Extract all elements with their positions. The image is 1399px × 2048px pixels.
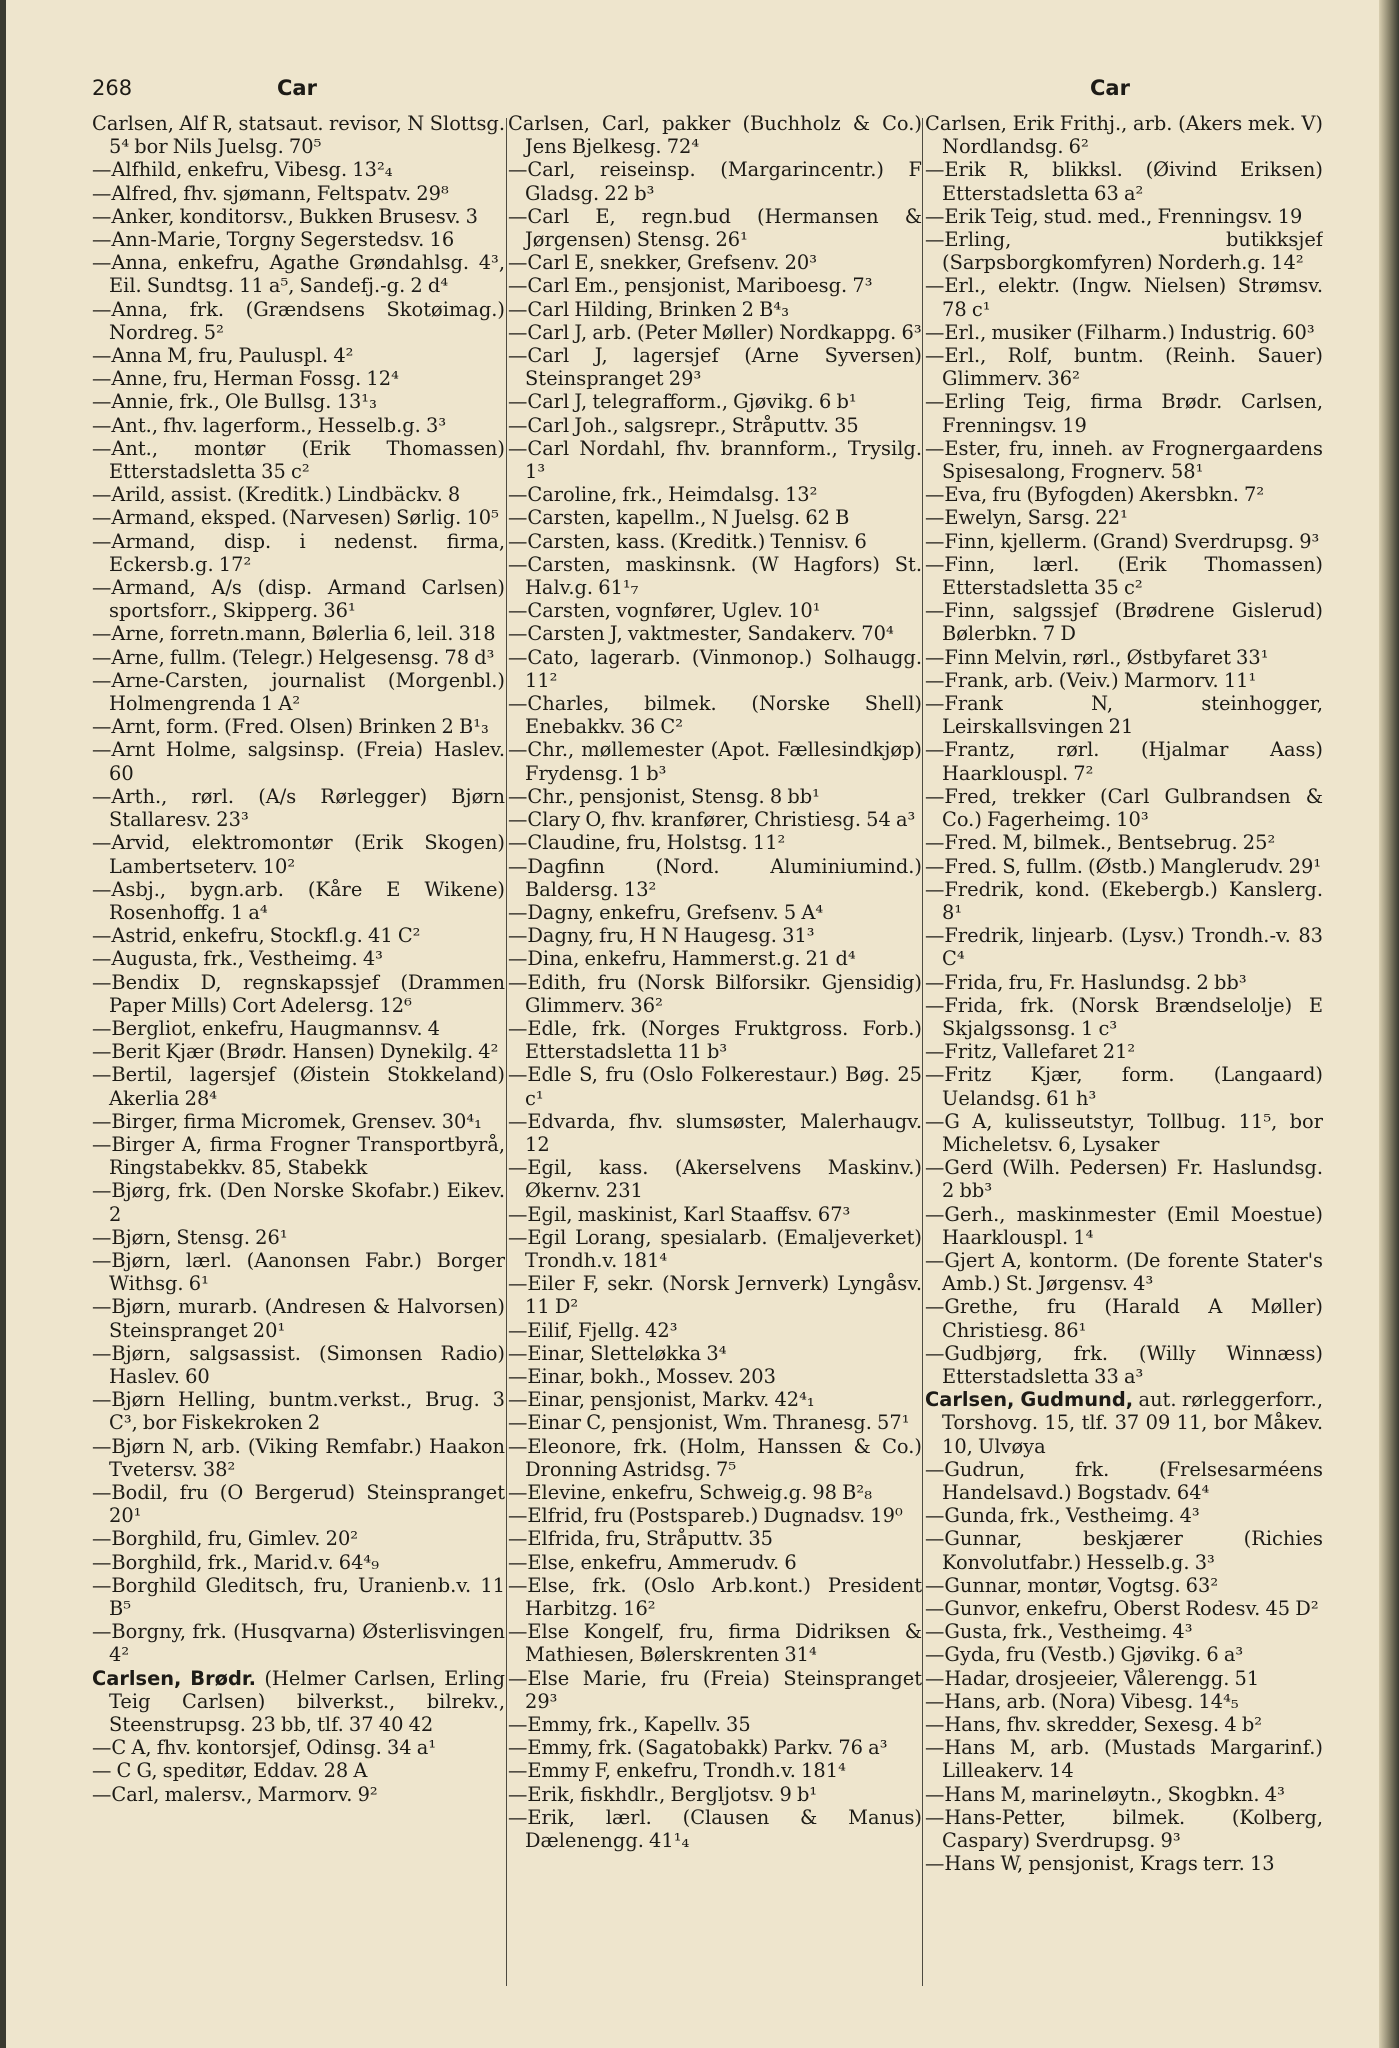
directory-entry: —Gudbjørg, frk. (Willy Winnæss) Etterstadsletta 33 a³ (925, 1341, 1323, 1388)
directory-entry: —Armand, disp. i nedenst. firma, Eckersb.g. 17² (92, 529, 505, 576)
column-divider (922, 118, 923, 1986)
directory-entry: —Anne, fru, Herman Fossg. 12⁴ (92, 367, 399, 391)
directory-entry: —Arne-Carsten, journalist (Morgenbl.) Holmengrenda 1 A² (92, 668, 505, 716)
directory-entry: —Frank, arb. (Veiv.) Marmorv. 11¹ (925, 668, 1257, 692)
directory-entry: —Carl E, regn.bud (Hermansen & Jørgensen) Stensg. 26¹ (508, 204, 922, 252)
directory-entry: —Arth., rørl. (A/s Rørlegger) Bjørn Stallaresv. 23³ (92, 784, 505, 832)
running-head-left: Car (277, 76, 317, 100)
entry-name-bold: Carlsen, Brødr. (92, 1666, 257, 1690)
page-edge-left (0, 0, 6, 2048)
directory-entry: —Alfhild, enkefru, Vibesg. 13²₄ (92, 158, 393, 182)
directory-entry: —Hans, arb. (Nora) Vibesg. 14⁴₅ (925, 1689, 1239, 1713)
directory-entry: —Egil Lorang, spesialarb. (Emaljeverket) Trondh.v. 181⁴ (508, 1225, 922, 1272)
directory-entry: —Chr., pensjonist, Stensg. 8 bb¹ (508, 784, 820, 808)
page-edge-right (1379, 0, 1399, 2048)
directory-entry: Carlsen, Carl, pakker (Buchholz & Co.) Jens Bjelkesg. 72⁴ (508, 112, 922, 159)
directory-entry: —Anker, konditorsv., Bukken Brusesv. 3 (92, 204, 478, 228)
directory-entry: —Carl, reiseinsp. (Margarincentr.) F Gladsg. 22 b³ (508, 158, 922, 205)
directory-entry: —Annie, frk., Ole Bullsg. 13¹₃ (92, 390, 377, 414)
directory-entry: —Einar C, pensjonist, Wm. Thranesg. 57¹ (508, 1411, 910, 1435)
directory-entry: —Carl J, telegrafform., Gjøvikg. 6 b¹ (508, 390, 857, 414)
directory-entry: —Frida, fru, Fr. Haslundsg. 2 bb³ (925, 970, 1247, 994)
directory-entry: —Bertil, lagersjef (Øistein Stokkeland) Akerlia 28⁴ (92, 1063, 505, 1110)
directory-entry: —Gerh., maskinmester (Emil Moestue) Haarklouspl. 1⁴ (925, 1202, 1323, 1249)
directory-entry: —Eilif, Fjellg. 42³ (508, 1318, 678, 1342)
directory-entry: —Armand, A/s (disp. Armand Carlsen) sportsforr., Skipperg. 36¹ (92, 576, 505, 623)
directory-entry: —Frantz, rørl. (Hjalmar Aass) Haarklouspl. 7² (925, 738, 1323, 785)
directory-entry: —Borghild, fru, Gimlev. 20² (92, 1527, 359, 1551)
directory-entry: —Armand, eksped. (Narvesen) Sørlig. 10⁵ (92, 506, 499, 530)
directory-entry: —Fritz, Vallefaret 21² (925, 1040, 1136, 1064)
directory-entry: —Ant., montør (Erik Thomassen) Etterstadsletta 35 c² (92, 436, 505, 484)
directory-entry: —Emmy, frk. (Sagatobakk) Parkv. 76 a³ (508, 1736, 888, 1760)
directory-entry: Carlsen, Erik Frithj., arb. (Akers mek. V) Nordlandsg. 6² (925, 112, 1323, 159)
directory-entry: —Borghild Gleditsch, fru, Uranienb.v. 11 B⁵ (92, 1573, 505, 1620)
directory-entry: —Erik, fiskhdlr., Bergljotsv. 9 b¹ (508, 1782, 818, 1806)
directory-entry: —C A, fhv. kontorsjef, Odinsg. 34 a¹ (92, 1736, 437, 1760)
directory-entry: —Finn, lærl. (Erik Thomassen) Etterstadsletta 35 c² (925, 552, 1323, 600)
directory-entry: —Edle S, fru (Oslo Folkerestaur.) Bøg. 25 c¹ (508, 1063, 922, 1110)
directory-entry: —Carsten, kass. (Kreditk.) Tennisv. 6 (508, 529, 867, 553)
directory-entry: —Carl Nordahl, fhv. brannform., Trysilg. 1³ (508, 436, 922, 484)
directory-entry: —Fredrik, linjearb. (Lysv.) Trondh.-v. 83 C⁴ (925, 924, 1323, 971)
directory-entry: —Erik, lærl. (Clausen & Manus) Dælenengg. 41¹₄ (508, 1805, 922, 1853)
directory-entry: —Gjert A, kontorm. (De forente Stater's Amb.) St. Jørgensv. 4³ (925, 1248, 1323, 1296)
directory-entry: —Arne, forretn.mann, Bølerlia 6, leil. 318 (92, 622, 496, 646)
directory-entry: —Anna, frk. (Grændsens Skotøimag.) Nordreg. 5² (92, 297, 505, 344)
directory-entry: —Else Kongelf, fru, firma Didriksen & Mathiesen, Bølerskrenten 31⁴ (508, 1620, 922, 1667)
directory-entry: —Bjørn, salgsassist. (Simonsen Radio) Haslev. 60 (92, 1341, 505, 1388)
directory-entry: Carlsen, Brødr. (Helmer Carlsen, Erling Teig Carlsen) bilverkst., bilrekv., Steenstrupsg. 23 bb, tlf. 37 40 42 (92, 1666, 505, 1737)
directory-entry: —Hans-Petter, bilmek. (Kolberg, Caspary) Sverdrupsg. 9³ (925, 1805, 1323, 1853)
directory-entry: —Gunvor, enkefru, Oberst Rodesv. 45 D² (925, 1597, 1319, 1620)
directory-entry: —Carl, malersv., Marmorv. 9² (92, 1782, 378, 1806)
directory-entry: —Edle, frk. (Norges Fruktgross. Forb.) Etterstadsletta 11 b³ (508, 1016, 922, 1064)
directory-entry: —Chr., møllemester (Apot. Fællesindkjøp) Frydensg. 1 b³ (508, 738, 922, 785)
directory-entry: —Ann-Marie, Torgny Segerstedsv. 16 (92, 228, 455, 252)
directory-entry: —Augusta, frk., Vestheimg. 4³ (92, 947, 383, 971)
directory-entry: —Finn, kjellerm. (Grand) Sverdrupsg. 9³ (925, 529, 1320, 553)
page-number: 268 (92, 76, 133, 100)
directory-entry: —Bjørn, lærl. (Aanonsen Fabr.) Borger Withsg. 6¹ (92, 1248, 505, 1296)
directory-entry: —Caroline, frk., Heimdalsg. 13² (508, 483, 818, 507)
directory-entry: —Gunnar, montør, Vogtsg. 63² (925, 1573, 1219, 1597)
directory-entry: —Ant., fhv. lagerform., Hesselb.g. 3³ (92, 413, 447, 437)
column-divider (506, 118, 507, 1986)
directory-entry: —Emmy, frk., Kapellv. 35 (508, 1713, 751, 1737)
directory-entry: —Bjørg, frk. (Den Norske Skofabr.) Eikev. 2 (92, 1179, 505, 1226)
directory-entry: —Grethe, fru (Harald A Møller) Christiesg. 86¹ (925, 1295, 1323, 1342)
directory-entry: —Bodil, fru (O Bergerud) Steinspranget 20¹ (92, 1480, 505, 1528)
directory-entry: —Erik Teig, stud. med., Frenningsv. 19 (925, 204, 1303, 228)
directory-entry: —Carsten, kapellm., N Juelsg. 62 B (508, 506, 850, 530)
directory-entry: —Fredrik, kond. (Ekebergb.) Kanslerg. 8¹ (925, 877, 1323, 924)
directory-entry: —Else, enkefru, Ammerudv. 6 (508, 1550, 797, 1574)
page-header (92, 76, 1130, 110)
directory-entry: —Arild, assist. (Kreditk.) Lindbäckv. 8 (92, 483, 461, 507)
directory-entry: —Arvid, elektromontør (Erik Skogen) Lambertseterv. 10² (92, 831, 505, 878)
directory-entry: —Bjørn, murarb. (Andresen & Halvorsen) Steinspranget 20¹ (92, 1295, 505, 1342)
directory-entry: —Fred. S, fullm. (Østb.) Manglerudv. 29¹ (925, 854, 1322, 878)
running-head-right: Car (1090, 76, 1130, 100)
directory-entry: —Eleonore, frk. (Holm, Hanssen & Co.) Dronning Astridsg. 7⁵ (508, 1434, 922, 1481)
directory-entry: —Arne, fullm. (Telegr.) Helgesensg. 78 d³ (92, 645, 495, 669)
directory-entry: —Fred, trekker (Carl Gulbrandsen & Co.) Fagerheimg. 10³ (925, 784, 1323, 832)
directory-entry: —Dagny, enkefru, Grefsenv. 5 A⁴ (508, 900, 824, 924)
directory-entry: — C G, speditør, Eddav. 28 A (92, 1759, 368, 1783)
directory-entry: —Gyda, fru (Vestb.) Gjøvikg. 6 a³ (925, 1643, 1244, 1667)
directory-entry: —Charles, bilmek. (Norske Shell) Enebakkv. 36 C² (508, 692, 922, 739)
directory-entry: —Clary O, fhv. kranfører, Christiesg. 54 a³ (508, 808, 916, 832)
directory-entry: —Hans, fhv. skredder, Sexesg. 4 b² (925, 1713, 1263, 1737)
directory-entry: —Berit Kjær (Brødr. Hansen) Dynekilg. 4² (92, 1040, 499, 1064)
directory-entry: —Gerd (Wilh. Pedersen) Fr. Haslundsg. 2 bb³ (925, 1156, 1323, 1203)
directory-entry: —Fritz Kjær, form. (Langaard) Uelandsg. 61 h³ (925, 1063, 1323, 1110)
directory-entry: —Elevine, enkefru, Schweig.g. 98 B²₈ (508, 1480, 872, 1504)
entry-name-bold: Carlsen, Gudmund, (925, 1388, 1134, 1412)
directory-entry: —Bergliot, enkefru, Haugmannsv. 4 (92, 1016, 441, 1040)
directory-entry: —Bendix D, regnskapssjef (Drammen Paper Mills) Cort Adelersg. 12⁶ (92, 970, 505, 1017)
directory-entry: —Carl Em., pensjonist, Mariboesg. 7³ (508, 274, 873, 298)
directory-entry: —Fred. M, bilmek., Bentsebrug. 25² (925, 831, 1276, 855)
directory-entry: Carlsen, Alf R, statsaut. revisor, N Slottsg. 5⁴ bor Nils Juelsg. 70⁵ (92, 112, 505, 159)
directory-entry: —Borghild, frk., Marid.v. 64⁴₉ (92, 1550, 379, 1574)
directory-entry: —Gudrun, frk. (Frelsesarméens Handelsavd.) Bogstadv. 64⁴ (925, 1457, 1323, 1504)
directory-entry: —Edith, fru (Norsk Bilforsikr. Gjensidig) Glimmerv. 36² (508, 970, 922, 1017)
directory-entry: —Arnt, form. (Fred. Olsen) Brinken 2 B¹₃ (92, 715, 489, 739)
directory-entry: —Hans W, pensjonist, Krags terr. 13 (925, 1852, 1275, 1876)
directory-entry: —Carsten, maskinsnk. (W Hagfors) St. Halv.g. 61¹₇ (508, 552, 922, 600)
directory-entry: —Borgny, frk. (Husqvarna) Østerlisvingen 4² (92, 1620, 505, 1667)
directory-entry: —Elfrid, fru (Postspareb.) Dugnadsv. 19⁰ (508, 1504, 903, 1528)
column-2 (508, 112, 922, 1992)
directory-entry: —Alfred, fhv. sjømann, Feltspatv. 29⁸ (92, 181, 449, 205)
directory-entry: —Carl J, lagersjef (Arne Syversen) Steinspranget 29³ (508, 344, 922, 391)
directory-entry: —Carl J, arb. (Peter Møller) Nordkappg. 6³ (508, 320, 922, 344)
directory-entry: —Claudine, fru, Holstsg. 11² (508, 831, 786, 855)
directory-entry: —Erl., Rolf, buntm. (Reinh. Sauer) Glimmerv. 36² (925, 344, 1323, 391)
directory-entry: —Astrid, enkefru, Stockfl.g. 41 C² (92, 924, 421, 948)
directory-entry: —Carsten, vognfører, Uglev. 10¹ (508, 599, 821, 623)
directory-entry: —Carl Joh., salgsrepr., Stråputtv. 35 (508, 413, 859, 437)
directory-entry: —Emmy F, enkefru, Trondh.v. 181⁴ (508, 1759, 846, 1783)
directory-entry: —Carl Hilding, Brinken 2 B⁴₃ (508, 297, 789, 321)
directory-entry: —Eva, fru (Byfogden) Akersbkn. 7² (925, 483, 1265, 507)
directory-entry: —Erik R, blikksl. (Øivind Eriksen) Etterstadsletta 63 a² (925, 158, 1323, 205)
directory-entry: —G A, kulisseutstyr, Tollbug. 11⁵, bor Micheletsv. 6, Lysaker (925, 1109, 1323, 1156)
directory-entry: —Finn, salgssjef (Brødrene Gislerud) Bølerbkn. 7 D (925, 599, 1323, 646)
directory-entry: —Ester, fru, inneh. av Frognergaardens Spisesalong, Frognerv. 58¹ (925, 436, 1323, 484)
directory-entry: —Carl E, snekker, Grefsenv. 20³ (508, 251, 818, 275)
directory-entry: —Hans M, arb. (Mustads Margarinf.) Lilleakerv. 14 (925, 1736, 1323, 1783)
directory-entry: —Finn Melvin, rørl., Østbyfaret 33¹ (925, 645, 1269, 669)
directory-entry: —Bjørn N, arb. (Viking Remfabr.) Haakon Tvetersv. 38² (92, 1434, 505, 1481)
directory-entry: —Erl., elektr. (Ingw. Nielsen) Strømsv. 78 c¹ (925, 274, 1323, 321)
directory-entry: —Bjørn Helling, buntm.verkst., Brug. 3 C³, bor Fiskekroken 2 (92, 1388, 505, 1435)
directory-entry: —Edvarda, fhv. slumsøster, Malerhaugv. 12 (508, 1109, 922, 1156)
directory-entry: —Egil, kass. (Akerselvens Maskinv.) Økernv. 231 (508, 1156, 922, 1203)
column-1 (92, 112, 505, 1992)
directory-entry: —Anna M, fru, Pauluspl. 4² (92, 344, 354, 368)
directory-entry: —Egil, maskinist, Karl Staaffsv. 67³ (508, 1202, 851, 1226)
directory-entry: —Asbj., bygn.arb. (Kåre E Wikene) Rosenhoffg. 1 a⁴ (92, 877, 505, 924)
directory-entry: —Cato, lagerarb. (Vinmonop.) Solhaugg. 11² (508, 645, 922, 692)
directory-entry: —Hans M, marineløytn., Skogbkn. 4³ (925, 1782, 1285, 1806)
directory-entry: —Einar, Sletteløkka 3⁴ (508, 1341, 727, 1365)
directory-entry: —Ewelyn, Sarsg. 22¹ (925, 506, 1128, 530)
directory-entry: —Frida, frk. (Norsk Brændselolje) E Skjalgssonsg. 1 c³ (925, 993, 1323, 1040)
directory-entry: —Frank N, steinhogger, Leirskallsvingen 21 (925, 692, 1323, 739)
directory-entry: —Anna, enkefru, Agathe Grøndahlsg. 4³, Eil. Sundtsg. 11 a⁵, Sandefj.-g. 2 d⁴ (92, 251, 505, 298)
directory-entry: —Gunnar, beskjærer (Richies Konvolutfabr.) Hesselb.g. 3³ (925, 1527, 1323, 1574)
directory-entry: —Else Marie, fru (Freia) Steinspranget 29³ (508, 1666, 922, 1713)
directory-entry: —Einar, bokh., Mossev. 203 (508, 1364, 776, 1388)
directory-entry: —Birger A, firma Frogner Transportbyrå, Ringstabekkv. 85, Stabekk (92, 1132, 505, 1180)
directory-entry: —Dagny, fru, H N Haugesg. 31³ (508, 924, 815, 948)
directory-entry: —Gunda, frk., Vestheimg. 4³ (925, 1504, 1200, 1528)
directory-entry: —Gusta, frk., Vestheimg. 4³ (925, 1620, 1193, 1644)
directory-entry: —Birger, firma Micromek, Grensev. 30⁴₁ (92, 1109, 482, 1133)
directory-entry: —Hadar, drosjeeier, Vålerengg. 51 (925, 1666, 1260, 1690)
directory-entry: —Eiler F, sekr. (Norsk Jernverk) Lyngåsv. 11 D² (508, 1272, 922, 1319)
directory-entry: —Else, frk. (Oslo Arb.kont.) President Harbitzg. 16² (508, 1573, 922, 1620)
directory-entry: —Erl., musiker (Filharm.) Industrig. 60³ (925, 320, 1315, 344)
directory-entry: —Elfrida, fru, Stråputtv. 35 (508, 1527, 774, 1551)
directory-entry: —Arnt Holme, salgsinsp. (Freia) Haslev. 60 (92, 738, 505, 785)
directory-entry: —Dina, enkefru, Hammerst.g. 21 d⁴ (508, 947, 856, 971)
directory-entry: —Erling, butikksjef (Sarpsborgkomfyren) Norderh.g. 14² (925, 228, 1323, 275)
directory-entry: —Dagfinn (Nord. Aluminiumind.) Baldersg. 13² (508, 854, 922, 901)
column-3 (925, 112, 1323, 1992)
directory-entry: —Bjørn, Stensg. 26¹ (92, 1225, 288, 1249)
directory-entry: —Carsten J, vaktmester, Sandakerv. 70⁴ (508, 622, 894, 646)
directory-entry: —Einar, pensjonist, Markv. 42⁴₁ (508, 1388, 815, 1412)
directory-entry: —Erling Teig, firma Brødr. Carlsen, Frenningsv. 19 (925, 390, 1323, 437)
directory-entry: Carlsen, Gudmund, aut. rørleggerforr., Torshovg. 15, tlf. 37 09 11, bor Måkev. 10, Ulvøya (925, 1388, 1323, 1458)
